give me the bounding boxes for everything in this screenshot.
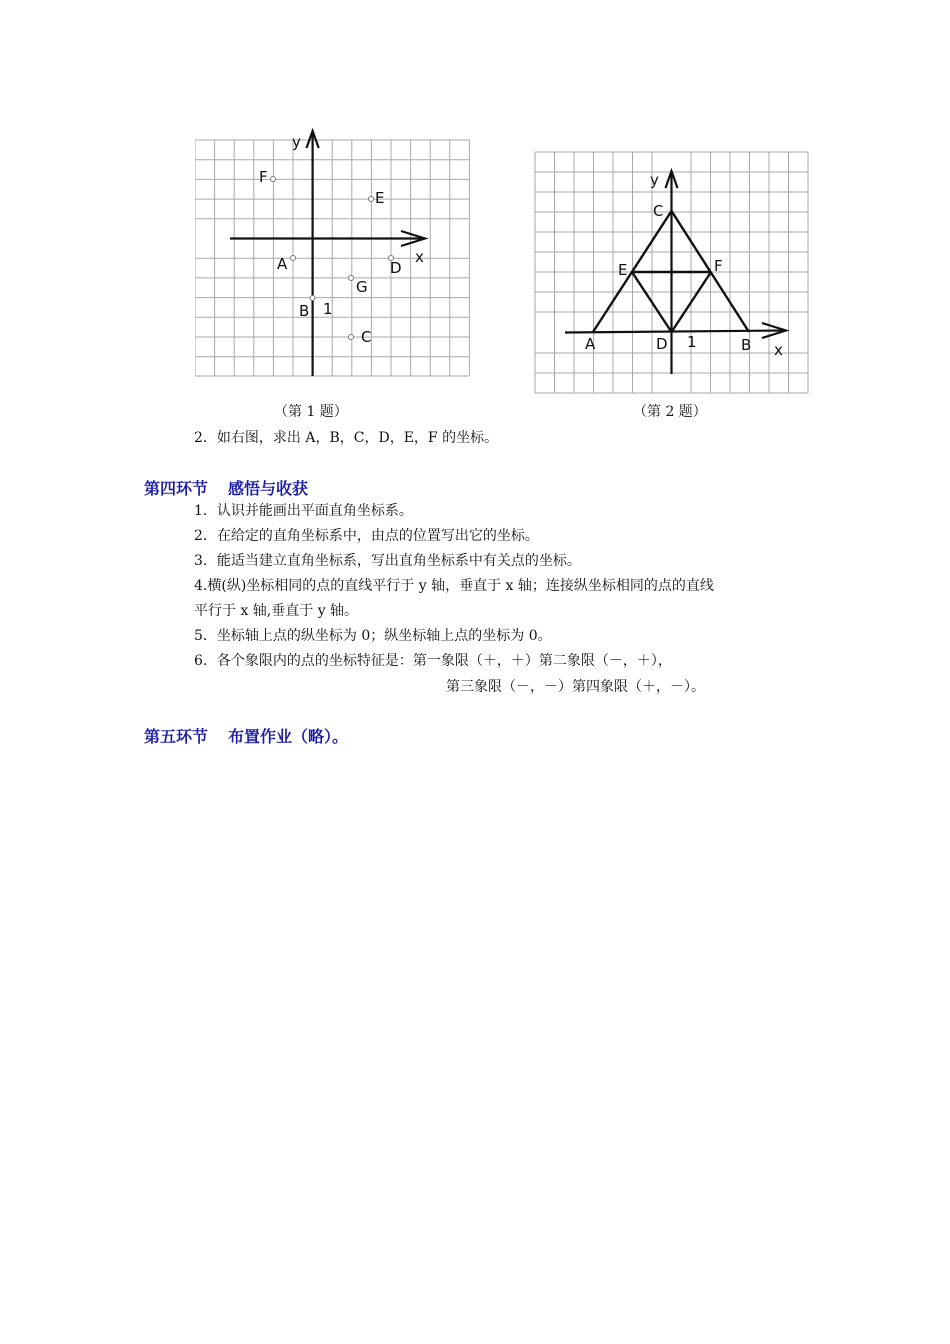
- point-C-marker: [349, 335, 354, 340]
- point-E-label: E: [618, 261, 628, 279]
- summary-item-3: 3．能适当建立直角坐标系，写出直角坐标系中有关点的坐标。: [194, 553, 581, 569]
- figure-2-svg: [534, 150, 812, 396]
- section-5-heading: [144, 724, 348, 747]
- point-A-label: A: [277, 255, 288, 273]
- question-2-text: 2．如右图，求出 A，B，C，D，E，F 的坐标。: [194, 430, 499, 446]
- figure-1-caption: （第 1 题）: [274, 404, 348, 420]
- summary-item-6: 6．各个象限内的点的坐标特征是：第一象限（＋，＋）第二象限（－，＋），: [194, 653, 672, 669]
- figure-2-caption: （第 2 题）: [633, 404, 707, 420]
- unit-label: 1: [687, 333, 697, 351]
- summary-item-6-continued: 第三象限（－，－）第四象限（＋，－）。: [446, 679, 705, 695]
- point-F-label: F: [714, 257, 723, 275]
- y-axis-label: y: [292, 133, 301, 151]
- point-B-marker: [310, 296, 315, 301]
- point-G-marker: [349, 276, 354, 281]
- point-C-label: C: [653, 202, 664, 220]
- section-4-heading-number: 第四环节: [144, 479, 209, 498]
- point-D-label: D: [656, 335, 668, 353]
- point-E-marker: [369, 197, 374, 202]
- point-C-label: C: [361, 328, 372, 346]
- point-G-label: G: [356, 278, 368, 296]
- section-5-heading-title: 布置作业（略）。: [228, 727, 349, 746]
- figure-1-svg: [195, 128, 471, 378]
- point-E-label: E: [375, 189, 385, 207]
- point-B-label: B: [741, 336, 752, 354]
- point-F-marker: [271, 177, 276, 182]
- x-axis-label: x: [415, 248, 424, 266]
- section-4-heading: [144, 476, 308, 499]
- x-axis: [565, 331, 784, 333]
- figure-1-coordinate-grid: [195, 128, 471, 378]
- x-axis-label: x: [774, 341, 783, 359]
- figure-1-grid: [195, 140, 469, 376]
- unit-label: 1: [323, 300, 333, 318]
- point-A-marker: [291, 256, 296, 261]
- point-F-label: F: [259, 168, 268, 186]
- section-5-heading-number: 第五环节: [144, 727, 209, 746]
- summary-item-5: 5．坐标轴上点的纵坐标为 0；纵坐标轴上点的坐标为 0。: [194, 628, 552, 644]
- point-D-label: D: [390, 259, 402, 277]
- summary-item-4: 4.横(纵)坐标相同的点的直线平行于 y 轴，垂直于 x 轴；连接纵坐标相同的点的直线: [194, 578, 714, 594]
- summary-item-1: 1．认识并能画出平面直角坐标系。: [194, 503, 413, 519]
- figure-2-triangle-grid: [534, 150, 812, 396]
- point-B-label: B: [299, 302, 310, 320]
- y-axis-label: y: [650, 171, 659, 189]
- summary-item-4-continued: 平行于 x 轴,垂直于 y 轴。: [194, 603, 359, 619]
- summary-item-2: 2．在给定的直角坐标系中，由点的位置写出它的坐标。: [194, 528, 539, 544]
- section-4-heading-title: 感悟与收获: [228, 479, 309, 498]
- point-A-label: A: [585, 335, 596, 353]
